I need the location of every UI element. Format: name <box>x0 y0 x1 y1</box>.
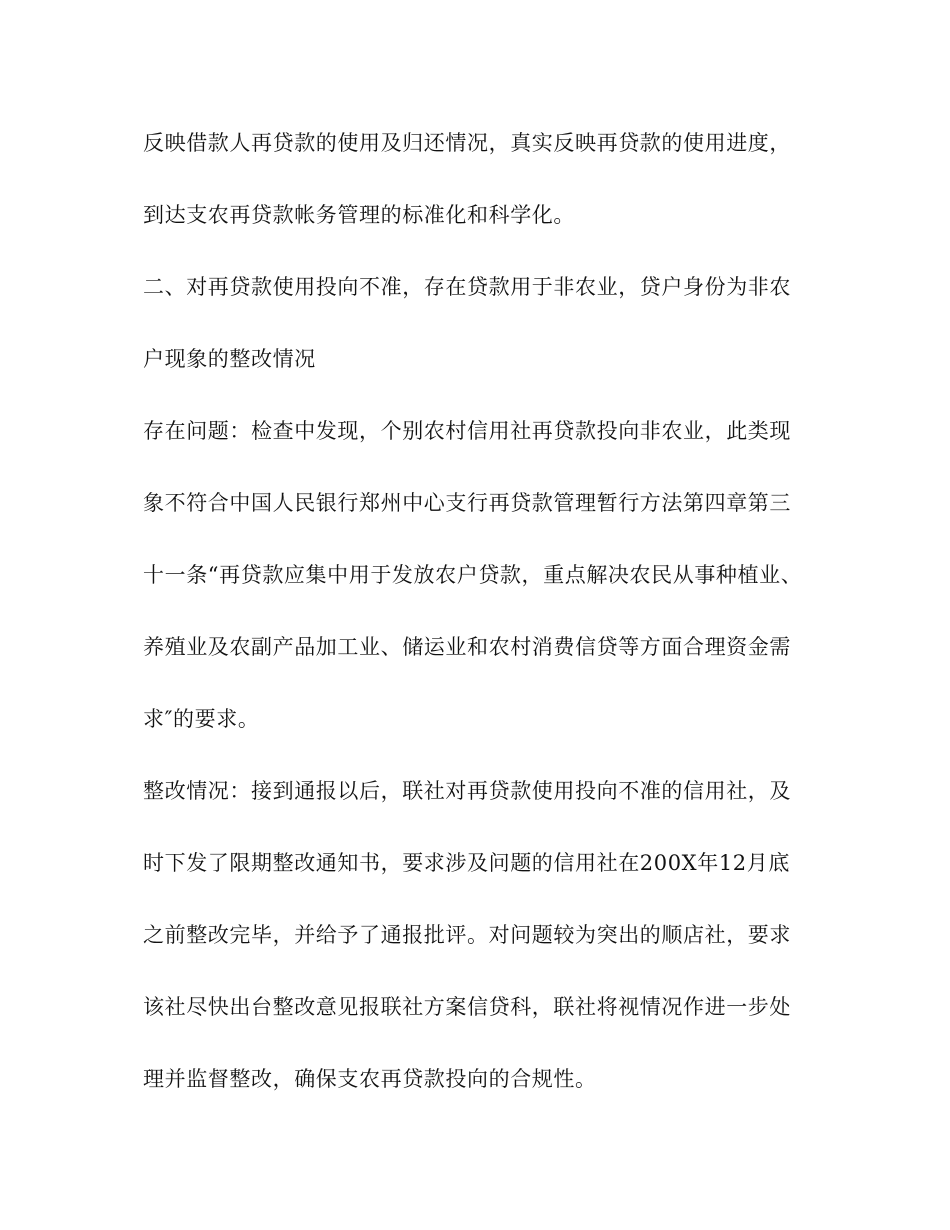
body-line-2: 到达支农再贷款帐务管理的标准化和科学化。 <box>143 203 575 227</box>
rectification-line-2: 时下发了限期整改通知书，要求涉及问题的信用社在200X年12月底 <box>143 851 790 875</box>
section-heading-line-2: 户现象的整改情况 <box>143 347 316 371</box>
rectification-line-5: 理并监督整改，确保支农再贷款投向的合规性。 <box>143 1067 597 1091</box>
problem-line-3: 十一条“再贷款应集中用于发放农户贷款，重点解决农民从事种植业、 <box>143 563 803 587</box>
problem-line-4: 养殖业及农副产品加工业、储运业和农村消费信贷等方面合理资金需 <box>143 635 791 659</box>
problem-line-2: 象不符合中国人民银行郑州中心支行再贷款管理暂行方法第四章第三 <box>143 491 791 515</box>
section-heading-line-1: 二、对再贷款使用投向不准，存在贷款用于非农业，贷户身份为非农 <box>143 275 791 299</box>
problem-line-5: 求″的要求。 <box>143 707 260 731</box>
rectification-line-3: 之前整改完毕，并给予了通报批评。对问题较为突出的顺店社，要求 <box>143 923 791 947</box>
rectification-line-1: 整改情况：接到通报以后，联社对再贷款使用投向不准的信用社，及 <box>143 779 791 803</box>
problem-line-1: 存在问题：检查中发现，个别农村信用社再贷款投向非农业，此类现 <box>143 419 791 443</box>
body-line-1: 反映借款人再贷款的使用及归还情况，真实反映再贷款的使用进度， <box>143 131 791 155</box>
rectification-line-4: 该社尽快出台整改意见报联社方案信贷科，联社将视情况作进一步处 <box>143 995 791 1019</box>
